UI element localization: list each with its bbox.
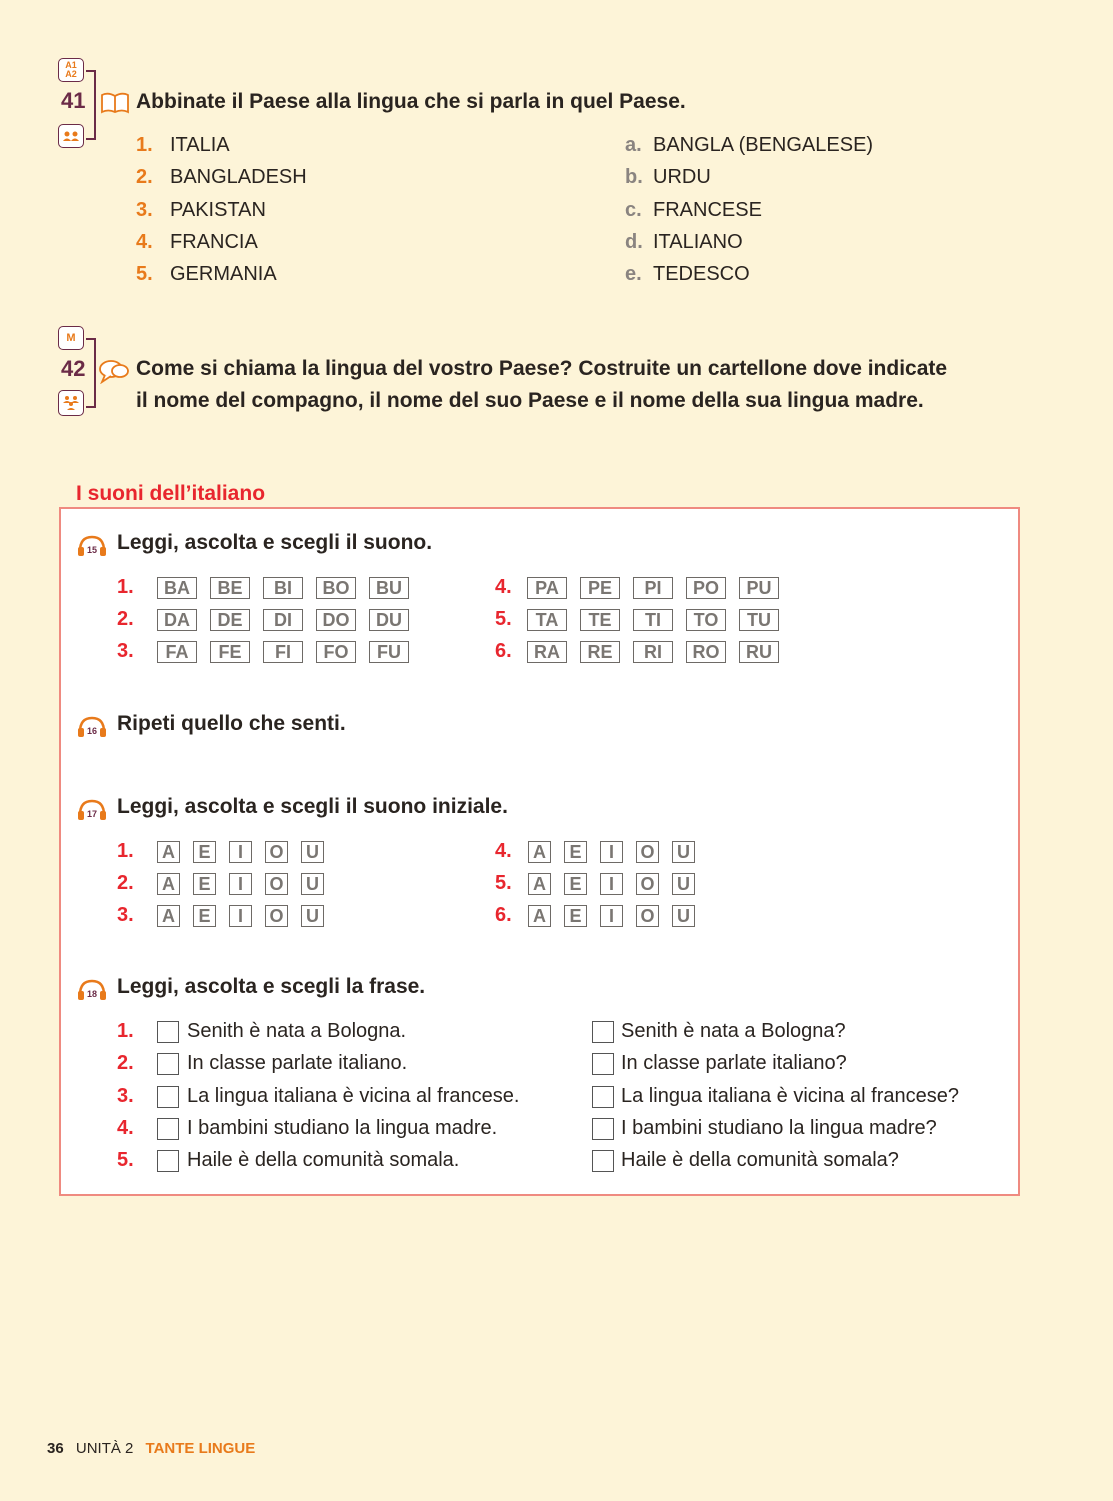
syllable-option[interactable]: BU	[369, 577, 409, 599]
country-name: GERMANIA	[170, 263, 277, 286]
exercise-title: Abbinate il Paese alla lingua che si parla in quel Paese.	[136, 90, 686, 113]
exercise-instruction: Leggi, ascolta e scegli il suono iniziale.	[117, 795, 508, 818]
bracket	[86, 338, 96, 408]
country-item	[136, 258, 277, 290]
item-letter: a.	[625, 134, 642, 156]
sentence-question: In classe parlate italiano?	[621, 1052, 847, 1075]
row-number: 1.	[117, 1020, 134, 1042]
language-name: URDU	[653, 166, 711, 189]
headphones-icon	[77, 535, 107, 557]
syllable-option[interactable]: RI	[633, 641, 673, 663]
country-item	[136, 161, 307, 193]
unit-label: UNITÀ 2	[75, 1440, 134, 1457]
language-item	[625, 194, 762, 226]
vowel-option[interactable]: I	[229, 905, 252, 927]
item-letter: b.	[625, 166, 643, 189]
item-number: 4.	[136, 230, 153, 253]
sentence-checkbox[interactable]	[157, 1118, 179, 1140]
syllable-option[interactable]: RU	[739, 641, 779, 663]
vowel-option[interactable]: O	[636, 841, 659, 863]
vowel-option[interactable]: I	[600, 905, 623, 927]
page-number: 36	[47, 1440, 64, 1457]
svg-text:18: 18	[86, 989, 98, 999]
item-number: 5.	[136, 263, 153, 286]
vowel-option[interactable]: E	[564, 905, 587, 927]
syllable-option[interactable]: FE	[210, 641, 250, 663]
country-item	[136, 226, 258, 258]
vowel-option[interactable]: I	[600, 841, 623, 863]
syllable-option[interactable]: BI	[263, 577, 303, 599]
exercise-number: 41	[61, 88, 86, 113]
vowel-option[interactable]: E	[193, 841, 216, 863]
sentence-statement: Senith è nata a Bologna.	[187, 1020, 407, 1042]
headphones-icon	[77, 799, 107, 821]
syllable-option[interactable]: RO	[686, 641, 726, 663]
syllable-option[interactable]: TI	[633, 609, 673, 631]
section-title: I suoni dell’italiano	[76, 482, 266, 505]
sentence-checkbox[interactable]	[592, 1053, 614, 1075]
vowel-option[interactable]: A	[157, 841, 180, 863]
sentence-checkbox[interactable]	[157, 1053, 179, 1075]
vowel-option[interactable]: I	[600, 873, 623, 895]
syllable-option[interactable]: TE	[580, 609, 620, 631]
sentence-checkbox[interactable]	[592, 1021, 614, 1043]
syllable-option[interactable]: DE	[210, 609, 250, 631]
vowel-option[interactable]: O	[636, 873, 659, 895]
sentence-question: Senith è nata a Bologna?	[621, 1020, 846, 1042]
vowel-option[interactable]: A	[528, 905, 551, 927]
vowel-option[interactable]: U	[672, 905, 695, 927]
language-name: BANGLA (BENGALESE)	[653, 134, 874, 156]
svg-text:17: 17	[86, 809, 98, 819]
level-badge	[58, 58, 84, 82]
vowel-option[interactable]: E	[193, 905, 216, 927]
sentence-question: I bambini studiano la lingua madre?	[621, 1116, 937, 1139]
country-item	[136, 194, 266, 226]
language-item	[625, 226, 743, 258]
language-name: FRANCESE	[653, 198, 762, 221]
syllable-option[interactable]: BA	[157, 577, 197, 599]
exercise-instruction: Leggi, ascolta e scegli il suono.	[117, 531, 433, 554]
row-number: 4.	[495, 576, 512, 598]
row-number: 5.	[495, 872, 512, 894]
syllable-option[interactable]: DU	[369, 609, 409, 631]
page-footer	[47, 1440, 255, 1457]
country-name: FRANCIA	[170, 230, 258, 253]
exercise-number: 42	[61, 356, 86, 381]
country-name: PAKISTAN	[170, 198, 266, 221]
syllable-option[interactable]: FI	[263, 641, 303, 663]
syllable-option[interactable]: DI	[263, 609, 303, 631]
item-number: 3.	[136, 198, 153, 221]
vowel-option[interactable]: A	[157, 873, 180, 895]
syllable-option[interactable]: FU	[369, 641, 409, 663]
level-a1: A1	[65, 60, 77, 70]
vowel-option[interactable]: U	[301, 905, 324, 927]
country-item	[136, 129, 230, 161]
syllable-option[interactable]: BO	[316, 577, 356, 599]
syllable-option[interactable]: FA	[157, 641, 197, 663]
exercise-title-line-1: Come si chiama la lingua del vostro Paese? Costruite un cartellone dove indicate	[136, 357, 948, 380]
row-number: 2.	[117, 608, 134, 630]
syllable-option[interactable]: PI	[633, 577, 673, 599]
language-item	[625, 129, 873, 161]
syllable-option[interactable]: TO	[686, 609, 726, 631]
syllable-option[interactable]: RE	[580, 641, 620, 663]
vowel-option[interactable]: U	[672, 841, 695, 863]
vowel-option[interactable]: U	[301, 841, 324, 863]
vowel-option[interactable]: O	[636, 905, 659, 927]
vowel-option[interactable]: E	[564, 841, 587, 863]
row-number: 1.	[117, 576, 134, 598]
row-number: 5.	[117, 1149, 134, 1172]
group-icon	[58, 390, 84, 416]
unit-title: TANTE LINGUE	[145, 1440, 256, 1457]
syllable-option[interactable]: PE	[580, 577, 620, 599]
vowel-option[interactable]: I	[229, 873, 252, 895]
country-name: ITALIA	[170, 134, 230, 156]
row-number: 2.	[117, 872, 134, 894]
syllable-option[interactable]: RA	[527, 641, 567, 663]
language-item	[625, 258, 750, 290]
level-badge: M	[58, 326, 84, 350]
sentence-question: Haile è della comunità somala?	[621, 1149, 899, 1172]
sentence-question: La lingua italiana è vicina al francese?	[621, 1084, 959, 1107]
vowel-option[interactable]: E	[564, 873, 587, 895]
vowel-option[interactable]: O	[265, 841, 288, 863]
syllable-option[interactable]: PO	[686, 577, 726, 599]
syllable-option[interactable]: DO	[316, 609, 356, 631]
level-a2: A2	[65, 69, 77, 79]
language-name: ITALIANO	[653, 230, 743, 253]
sentence-statement: In classe parlate italiano.	[187, 1052, 408, 1075]
syllable-option[interactable]: PU	[739, 577, 779, 599]
pair-icon	[58, 124, 84, 148]
row-number: 4.	[495, 840, 512, 862]
svg-text:15: 15	[86, 545, 98, 555]
vowel-option[interactable]: O	[265, 905, 288, 927]
vowel-option[interactable]: A	[528, 873, 551, 895]
sentence-statement: Haile è della comunità somala.	[187, 1149, 460, 1172]
sentence-statement: La lingua italiana è vicina al francese.	[187, 1084, 520, 1107]
exercise-title-line-2: il nome del compagno, il nome del suo Paese e il nome della sua lingua madre.	[136, 389, 924, 412]
syllable-option[interactable]: TU	[739, 609, 779, 631]
sentence-checkbox[interactable]	[157, 1086, 179, 1108]
row-number: 2.	[117, 1052, 134, 1075]
sentence-statement: I bambini studiano la lingua madre.	[187, 1116, 498, 1139]
item-letter: e.	[625, 263, 642, 286]
exercise-instruction: Leggi, ascolta e scegli la frase.	[117, 975, 426, 998]
row-number: 6.	[495, 904, 512, 926]
row-number: 1.	[117, 840, 134, 862]
vowel-option[interactable]: A	[157, 905, 180, 927]
sentence-checkbox[interactable]	[157, 1021, 179, 1043]
language-name: TEDESCO	[653, 263, 750, 286]
vowel-option[interactable]: I	[229, 841, 252, 863]
exercise-instruction: Ripeti quello che senti.	[117, 712, 346, 735]
sentence-checkbox[interactable]	[592, 1118, 614, 1140]
sentence-checkbox[interactable]	[592, 1086, 614, 1108]
syllable-option[interactable]: DA	[157, 609, 197, 631]
vowel-option[interactable]: U	[301, 873, 324, 895]
country-name: BANGLADESH	[170, 166, 307, 189]
row-number: 6.	[495, 640, 512, 662]
book-icon	[100, 92, 130, 114]
item-number: 2.	[136, 166, 153, 189]
syllable-option[interactable]: TA	[527, 609, 567, 631]
row-number: 3.	[117, 904, 134, 926]
row-number: 4.	[117, 1116, 134, 1139]
vowel-option[interactable]: U	[672, 873, 695, 895]
sentence-checkbox[interactable]	[157, 1150, 179, 1172]
row-number: 3.	[117, 640, 134, 662]
row-number: 3.	[117, 1084, 134, 1107]
vowel-option[interactable]: A	[528, 841, 551, 863]
headphones-icon	[77, 979, 107, 1001]
bracket	[86, 70, 96, 140]
item-number: 1.	[136, 134, 153, 156]
vowel-option[interactable]: O	[265, 873, 288, 895]
syllable-option[interactable]: FO	[316, 641, 356, 663]
row-number: 5.	[495, 608, 512, 630]
language-item	[625, 161, 711, 193]
speech-bubbles-icon	[98, 358, 130, 384]
sentence-checkbox[interactable]	[592, 1150, 614, 1172]
vowel-option[interactable]: E	[193, 873, 216, 895]
svg-text:16: 16	[86, 726, 98, 736]
syllable-option[interactable]: BE	[210, 577, 250, 599]
headphones-icon	[77, 716, 107, 738]
syllable-option[interactable]: PA	[527, 577, 567, 599]
item-letter: d.	[625, 230, 643, 253]
item-letter: c.	[625, 198, 642, 221]
